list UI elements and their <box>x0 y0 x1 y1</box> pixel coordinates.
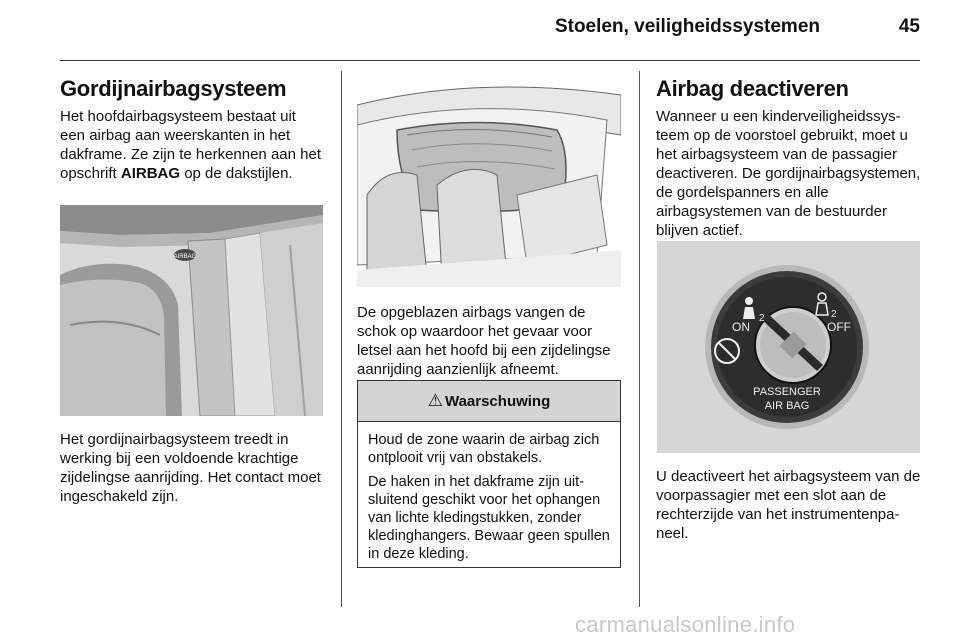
watermark-text: carmanualsonline.info <box>575 612 796 637</box>
deactivate-airbag-intro: Wanneer u een kinderveiligheidssysteem op de voorstoel gebruikt, moet u het airbagsysteem van de passagier deactiveren. De gordijnairbagsystemen, de gordelspanners en alle airbagsystemen van de bestuurder blijven actief. <box>656 108 921 239</box>
warning-body <box>358 422 620 563</box>
warning-title: Waarschuwing <box>444 392 551 410</box>
switch-on-label: ON <box>732 320 750 334</box>
switch-passenger-label: PASSENGER <box>753 386 821 398</box>
page-header-title: Stoelen, veiligheidssystemen <box>554 16 820 37</box>
illustration-inflated-curtain-airbags <box>357 75 621 287</box>
roof-pillar-illustration <box>60 205 323 416</box>
warning-box <box>357 380 621 568</box>
warning-triangle-icon: ⚠ <box>427 391 443 410</box>
warning-text-1: Houd de zone waarin de airbag zich ontplooit vrij van obstakels. <box>368 432 600 466</box>
airbag-label-text: AIRBAG <box>120 165 181 182</box>
seat-number-on: 2 <box>759 313 765 324</box>
airbag-badge-text: AIRBAG <box>173 254 197 260</box>
inflated-airbags-description: De opgeblazen airbags vangen de schok op waardoor het gevaar voor letsel aan het hoofd bij een zijdelingse aanrijding aanzienlijk afneemt. <box>357 304 611 378</box>
switch-airbag-label: AIR BAG <box>764 400 810 412</box>
inflated-airbag-illustration <box>357 75 621 287</box>
column-separator-1 <box>341 71 342 607</box>
intro-text-end: op de dakstijlen. <box>180 165 293 182</box>
seat-number-off: 2 <box>831 309 837 320</box>
section-heading-curtain-airbag: Gordijnairbagsysteem <box>60 76 287 101</box>
page-number: 45 <box>898 16 920 37</box>
curtain-airbag-activation: Het gordijnairbagsysteem treedt in werking bij een voldoende krachtige zijdelingse aanrijding. Het contact moet ingeschakeld zijn. <box>60 431 321 505</box>
deactivate-airbag-lock-instructions: U deactiveert het airbagsysteem van de voorpassagier met een slot aan de rechterzijde van het instrumentenpaneel. <box>656 468 921 542</box>
photo-roof-pillar-airbag <box>60 205 323 416</box>
photo-passenger-airbag-switch <box>657 241 920 453</box>
header-rule <box>60 60 920 61</box>
intro-text-start: Het hoofdairbagsysteem bestaat uit een airbag aan weerskanten in het dakframe. Ze zijn te herkennen aan het opschrift <box>60 108 321 182</box>
warning-text-2: De haken in het dakframe zijn uitsluitend geschikt voor het ophangen van lichte kledingstukken, zonder kledinghangers. Bewaar geen spullen in deze kleding. <box>368 474 610 562</box>
switch-off-label: OFF <box>827 320 851 334</box>
airbag-key-switch-illustration <box>657 241 920 453</box>
section-heading-deactivate-airbag: Airbag deactiveren <box>656 76 849 101</box>
warning-header <box>358 381 620 422</box>
column-separator-2 <box>639 71 640 607</box>
curtain-airbag-intro <box>60 107 324 183</box>
